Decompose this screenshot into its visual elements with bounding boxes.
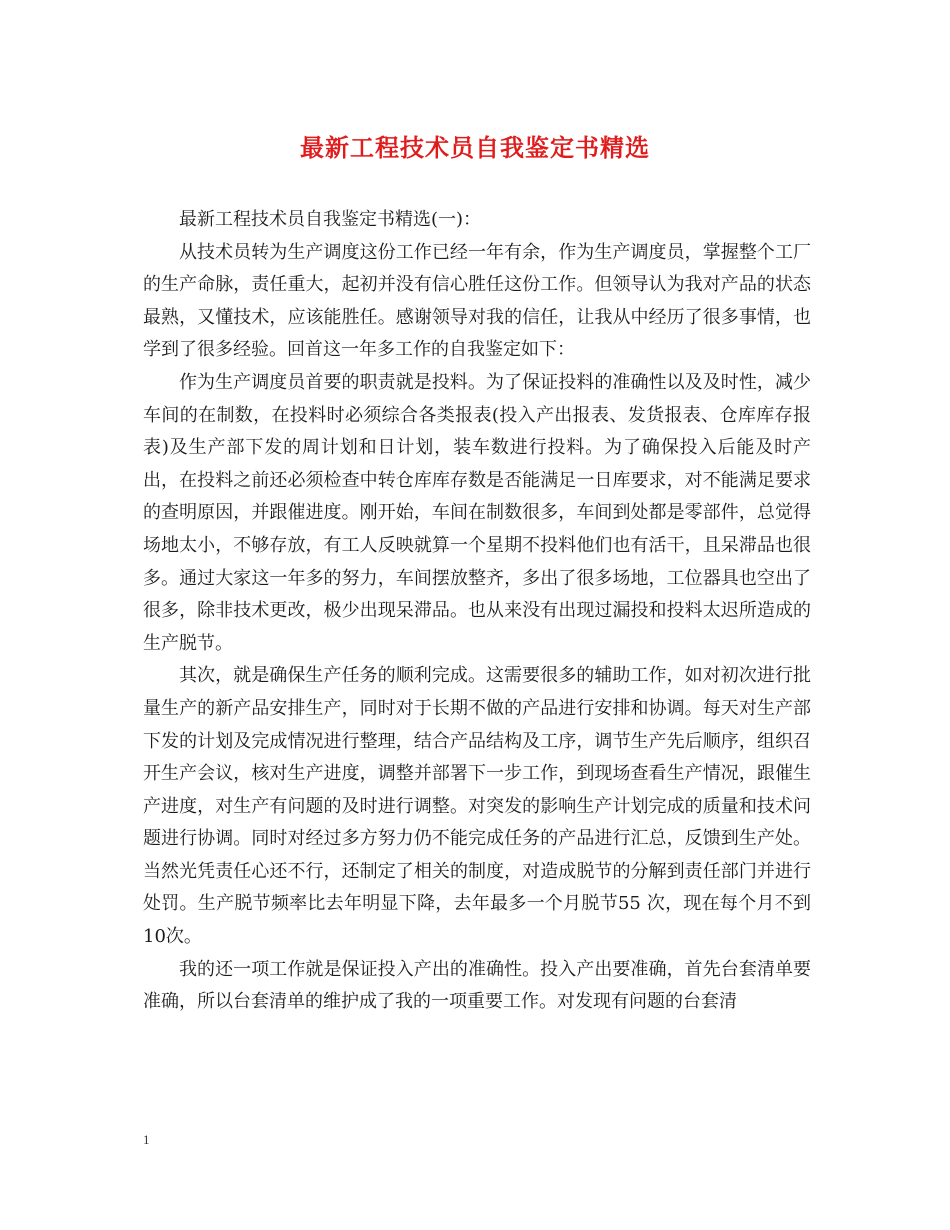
paragraph: 最新工程技术员自我鉴定书精选(一)： (179, 209, 482, 230)
paragraph: 作为生产调度员首要的职责就是投料。为了保证投料的准确性以及及时性，减少车间的在制数，在投料时必须综合各类报表(投入产出报表、发货报表、仓库库存报表)及生产部下发的周计划和日计划，装车数进行投料。为了确保投入后能及时产出，在投料之前还必须检查中转仓库库存数是否能满足一日库要求，对不能满足要求的查明原因，并跟催进度。刚开始，车间在制数很多，车间到处都是零部件，总觉得场地太小，不够存放，有工人反映就算一个星期不投料他们也有活干，且呆滞品也很多。通过大家这一年多的努力，车间摆放整齐，多出了很多场地，工位器具也空出了很多，除非技术更改，极少出现呆滞品。也从来没有出现过漏投和投料太迟所造成的生产脱节。 (143, 371, 811, 654)
page-number: 1 (143, 1132, 150, 1147)
paragraph: 我的还一项工作就是保证投入产出的准确性。投入产出要准确，首先台套清单要准确，所以台套清单的维护成了我的一项重要工作。对发现有问题的台套清 (143, 958, 811, 1013)
paragraph: 其次，就是确保生产任务的顺利完成。这需要很多的辅助工作，如对初次进行批量生产的新产品安排生产，同时对于长期不做的产品进行安排和协调。每天对生产部下发的计划及完成情况进行整理，结合产品结构及工序，调节生产先后顺序，组织召开生产会议，核对生产进度，调整并部署下一步工作，到现场查看生产情况，跟催生产进度，对生产有问题的及时进行调整。对突发的影响生产计划完成的质量和技术问题进行协调。同时对经过多方努力仍不能完成任务的产品进行汇总，反馈到生产处。当然光凭责任心还不行，还制定了相关的制度，对造成脱节的分解到责任部门并进行处罚。生产脱节频率比去年明显下降，去年最多一个月脱节55 次，现在每个月不到10次。 (143, 665, 811, 948)
document-body (143, 204, 811, 1019)
document-title: 最新工程技术员自我鉴定书精选 (300, 133, 650, 162)
paragraph: 从技术员转为生产调度这份工作已经一年有余，作为生产调度员，掌握整个工厂的生产命脉，责任重大，起初并没有信心胜任这份工作。但领导认为我对产品的状态最熟，又懂技术，应该能胜任。感谢领导对我的信任，让我从中经历了很多事情，也学到了很多经验。回首这一年多工作的自我鉴定如下： (143, 241, 811, 361)
